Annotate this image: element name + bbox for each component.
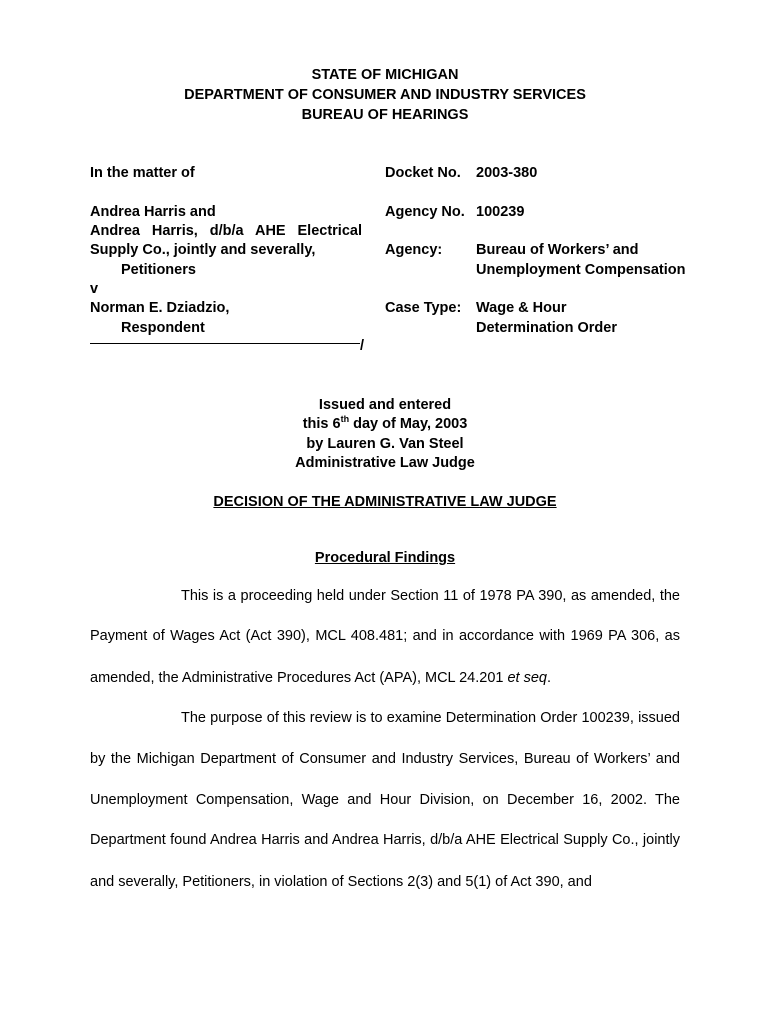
body-p1-line3: amended, the Administrative Procedures Act (APA), MCL 24.201 et seq. xyxy=(90,670,552,686)
agency-label: Agency: xyxy=(385,242,443,258)
caption-versus: v xyxy=(90,281,99,297)
agency-no-value: 100239 xyxy=(476,204,525,220)
caption-party2: Norman E. Dziadzio, xyxy=(90,300,230,316)
agency-value-line2: Unemployment Compensation xyxy=(476,262,686,278)
caption-matter: In the matter of xyxy=(90,165,195,181)
caption-party1-line2: Andrea Harris, d/b/a AHE Electrical xyxy=(90,223,362,239)
caption-party2-role: Respondent xyxy=(121,320,205,336)
case-type-line1: Wage & Hour xyxy=(476,300,567,316)
issued-line1: Issued and entered xyxy=(318,397,452,413)
caption-underline xyxy=(90,343,360,344)
docket-label: Docket No. xyxy=(385,165,461,181)
caption-party1-line3: Supply Co., jointly and severally, xyxy=(90,242,316,258)
case-type-label: Case Type: xyxy=(385,300,462,316)
caption-slash: / xyxy=(360,338,365,354)
agency-value-line1: Bureau of Workers’ and xyxy=(476,242,639,258)
body-p1-line2: Payment of Wages Act (Act 390), MCL 408.481; and in accordance with 1969 PA 306, as xyxy=(90,628,680,644)
caption-party1-role: Petitioners xyxy=(121,262,196,278)
issued-line3: by Lauren G. Van Steel xyxy=(306,436,464,452)
header-department: DEPARTMENT OF CONSUMER AND INDUSTRY SERVICES xyxy=(184,87,586,103)
body-p2-line2: by the Michigan Department of Consumer and Industry Services, Bureau of Workers’ and xyxy=(90,751,680,767)
body-p2-line5: and severally, Petitioners, in violation of Sections 2(3) and 5(1) of Act 390, and xyxy=(90,874,592,890)
docket-value: 2003-380 xyxy=(476,165,538,181)
header-state: STATE OF MICHIGAN xyxy=(311,67,459,83)
body-p2-line1: The purpose of this review is to examine Determination Order 100239, issued xyxy=(181,710,680,726)
body-p1-line1: This is a proceeding held under Section 11 of 1978 PA 390, as amended, the xyxy=(181,588,680,604)
decision-title: DECISION OF THE ADMINISTRATIVE LAW JUDGE xyxy=(213,494,557,510)
body-p2-line3: Unemployment Compensation, Wage and Hour Division, on December 16, 2002. The xyxy=(90,792,680,808)
header-bureau: BUREAU OF HEARINGS xyxy=(301,107,469,123)
issued-line2: this 6th day of May, 2003 xyxy=(302,414,468,432)
caption-party1-line1: Andrea Harris and xyxy=(90,204,216,220)
issued-line4: Administrative Law Judge xyxy=(295,455,475,471)
section-title: Procedural Findings xyxy=(314,550,456,566)
body-p2-line4: Department found Andrea Harris and Andrea Harris, d/b/a AHE Electrical Supply Co., jointly xyxy=(90,832,680,848)
case-type-line2: Determination Order xyxy=(476,320,617,336)
agency-no-label: Agency No. xyxy=(385,204,465,220)
